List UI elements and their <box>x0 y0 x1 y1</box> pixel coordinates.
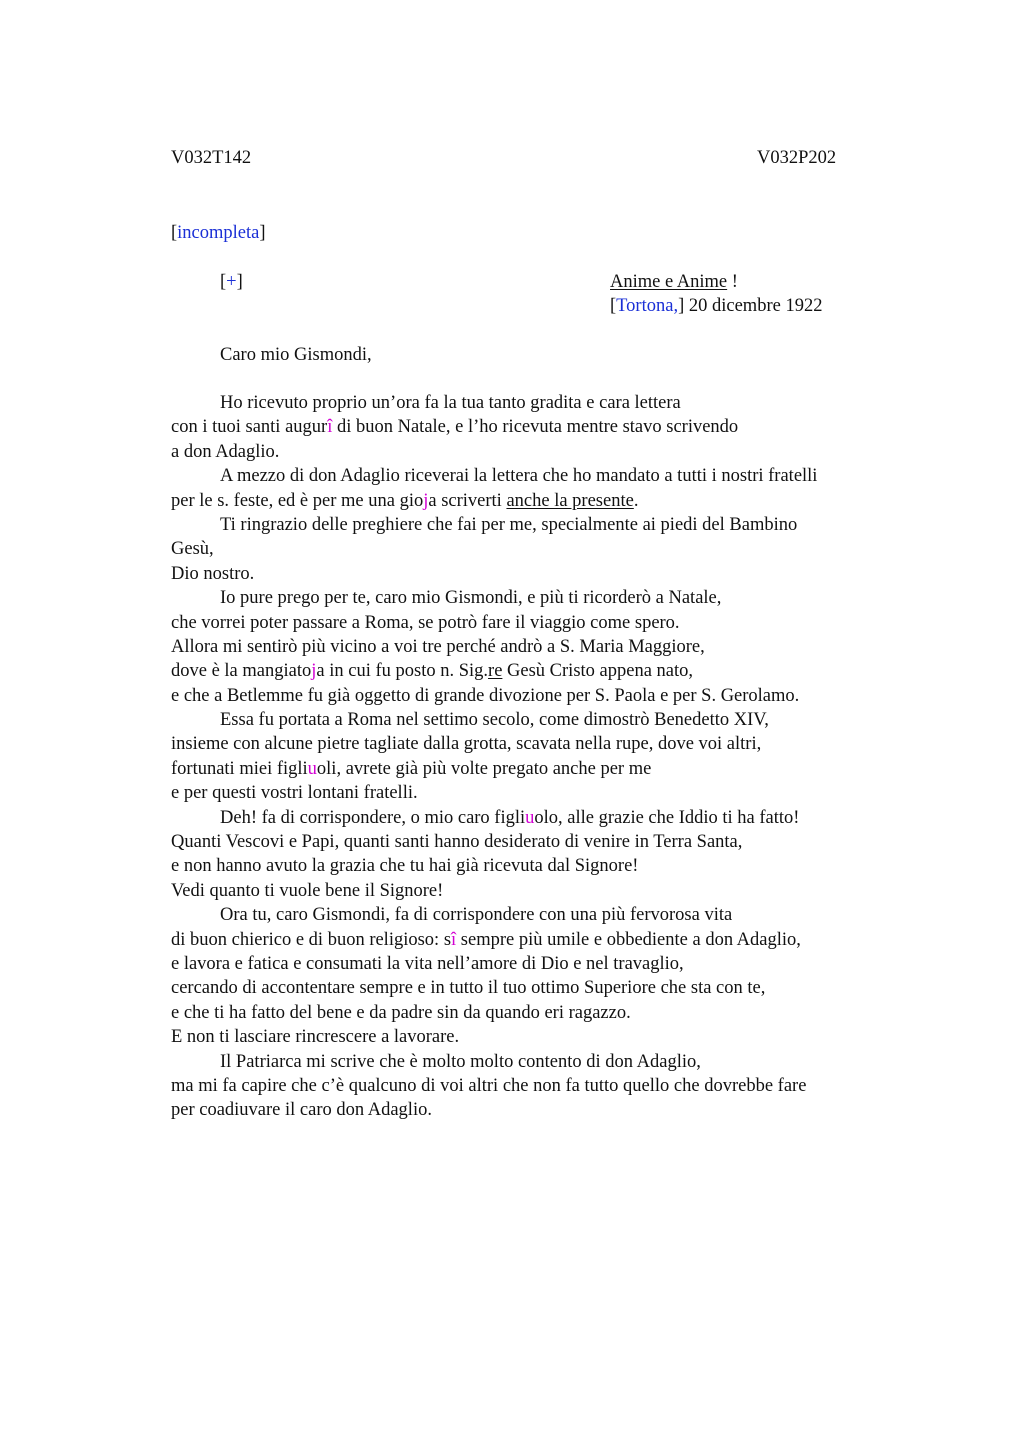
body-line: a don Adaglio. <box>171 441 280 462</box>
body-line <box>171 806 931 830</box>
motto <box>610 270 738 294</box>
body-line: Ora tu, caro Gismondi, fa di corrispondere con una più fervorosa vita <box>220 905 733 926</box>
body-line: Vedi quanto ti vuole bene il Signore! <box>171 880 444 901</box>
body-line <box>171 757 931 781</box>
text-run: . <box>633 490 639 511</box>
body-line: cercando di accontentare sempre e in tutto il tuo ottimo Superiore che sta con te, <box>171 978 766 999</box>
header-right-code: V032P202 <box>757 148 837 168</box>
body-line: e che ti ha fatto del bene e da padre sin da quando eri ragazzo. <box>171 1002 631 1023</box>
text-run: Gesù Cristo appena nato, <box>502 661 694 682</box>
editorial-mark: u <box>307 758 317 779</box>
body-line: Essa fu portata a Roma nel settimo secolo, come dimostrò Benedetto XIV, <box>220 710 769 731</box>
text-run: di buon chierico e di buon religioso: s <box>171 929 452 950</box>
header-left-code: V032T142 <box>171 148 252 168</box>
status-bracket-open: [ <box>171 223 178 243</box>
dateline-bracket-open: [ <box>610 296 617 316</box>
text-run: a scriverti <box>428 490 507 511</box>
text-run: fortunati miei figli <box>171 758 308 779</box>
body-line <box>171 659 931 683</box>
text-run: con i tuoi santi augur <box>171 417 328 438</box>
body-line: e per questi vostri lontani fratelli. <box>171 783 418 804</box>
dateline-bracket-close: ] <box>678 296 685 316</box>
body-line: Ho ricevuto proprio un’ora fa la tua tanto gradita e cara lettera <box>220 393 681 413</box>
body-line <box>171 489 931 513</box>
body-line: Io pure prego per te, caro mio Gismondi, e più ti ricorderò a Natale, <box>220 588 722 609</box>
text-run: a in cui fu posto n. Sig. <box>316 661 489 682</box>
editorial-mark: î <box>327 417 333 438</box>
body-line: Il Patriarca mi scrive che è molto molto contento di don Adaglio, <box>220 1051 701 1072</box>
text-run: per le s. feste, ed è per me una gio <box>171 490 424 511</box>
body-line: Gesù, <box>171 539 214 560</box>
body-line: A mezzo di don Adaglio riceverai la lettera che ho mandato a tutti i nostri fratelli <box>220 466 818 487</box>
body-line <box>171 928 931 952</box>
body-line: Ti ringrazio delle preghiere che fai per me, specialmente ai piedi del Bambino <box>220 514 798 535</box>
body-line: per coadiuvare il caro don Adaglio. <box>171 1100 432 1121</box>
body-line: che vorrei poter passare a Roma, se potrò fare il viaggio come spero. <box>171 612 680 633</box>
text-run: dove è la mangiato <box>171 661 312 682</box>
body-line: E non ti lasciare rincrescere a lavorare. <box>171 1027 460 1048</box>
body-line: insieme con alcune pietre tagliate dalla grotta, scavata nella rupe, dove voi altri, <box>171 734 762 755</box>
status-label: incompleta <box>177 223 260 243</box>
cross-bracket-close: ] <box>236 272 243 292</box>
salutation: Caro mio Gismondi, <box>220 345 372 365</box>
status-bracket-close: ] <box>259 223 266 243</box>
body-line: e che a Betlemme fu già oggetto di grande divozione per S. Paola e per S. Gerolamo. <box>171 685 800 706</box>
text-run: Deh! fa di corrispondere, o mio caro figli <box>220 807 526 828</box>
editorial-mark: î <box>451 929 457 950</box>
cross-mark <box>220 270 243 294</box>
status-tag <box>171 221 266 245</box>
editorial-mark: j <box>423 490 429 511</box>
text-run: oli, avrete già più volte pregato anche per me <box>316 758 652 779</box>
body-line: Quanti Vescovi e Papi, quanti santi hanno desiderato di venire in Terra Santa, <box>171 832 743 853</box>
body-line <box>171 415 931 439</box>
underlined-text: re <box>488 661 503 682</box>
text-run: sempre più umile e obbediente a don Adaglio, <box>456 929 801 950</box>
editorial-mark: u <box>525 807 535 828</box>
motto-text: Anime e Anime <box>610 272 728 292</box>
motto-suffix: ! <box>727 272 738 292</box>
body-line: ma mi fa capire che c’è qualcuno di voi altri che non fa tutto quello che dovrebbe fare <box>171 1075 807 1096</box>
cross-bracket-open: [ <box>220 272 227 292</box>
dateline <box>610 294 822 318</box>
body-line: e non hanno avuto la grazia che tu hai già ricevuta dal Signore! <box>171 856 639 877</box>
underlined-text: anche la presente <box>506 490 634 511</box>
body-line: e lavora e fatica e consumati la vita nell’amore di Dio e nel travaglio, <box>171 953 684 974</box>
body-line: Allora mi sentirò più vicino a voi tre perché andrò a S. Maria Maggiore, <box>171 636 705 657</box>
dateline-date: 20 dicembre 1922 <box>684 296 823 316</box>
letter-body <box>171 391 931 1123</box>
text-run: di buon Natale, e l’ho ricevuta mentre stavo scrivendo <box>332 417 739 438</box>
cross-symbol: + <box>226 272 237 292</box>
editorial-mark: j <box>311 661 317 682</box>
text-run: olo, alle grazie che Iddio ti ha fatto! <box>534 807 800 828</box>
body-line: Dio nostro. <box>171 563 255 584</box>
dateline-place: Tortona, <box>616 296 679 316</box>
